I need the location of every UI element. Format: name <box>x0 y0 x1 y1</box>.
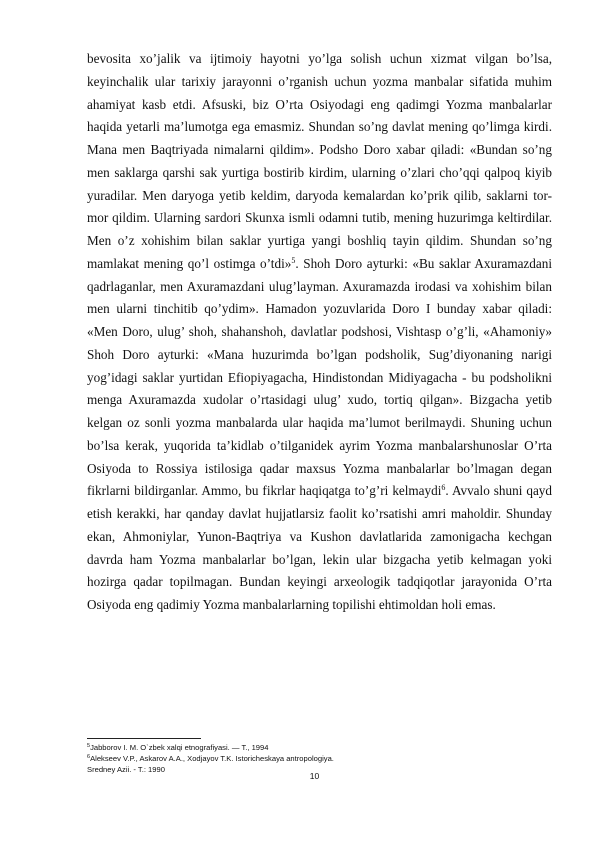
footnote-text: Sredney Azii. - T.: 1990 <box>87 765 165 775</box>
footnote-text: Jabborov I. M. O`zbek xalqi etnografiyasi. — T., 1994 <box>90 743 269 752</box>
footnote-text: Alekseev V.P., Askarov A.A., Xodjayov T.K. Istoricheskaya antropologiya. <box>90 754 334 764</box>
body-paragraph <box>87 48 552 617</box>
footnote-ref-6[interactable]: 6 <box>441 483 446 493</box>
footnote-6 <box>87 753 557 764</box>
page-number: 10 <box>309 771 320 781</box>
main-text <box>87 48 552 617</box>
footnote-number: 6 <box>87 754 91 761</box>
footnote-number: 5 <box>87 743 91 749</box>
footnote-5 <box>87 742 557 753</box>
paragraph-part-1: bevosita xo’jalik va ijtimoiy hayotni yo’lga solish uchun xizmat vilgan bo’lsa, keyinchalik ular tarixiy jarayonni o’rganish uchun yozma manbalar sifatida muhim ahamiyat kasb etdi. Afsuski, biz O’rta Osiyodagi eng qadimgi Yozma manbalarlar haqida yetarli ma’lumotga ega emasmiz. Shundan so’ng davlat mening qo’limga kirdi. Mana men Baqtriyada nimalarni qildim». Podsho Doro xabar qiladi: «Bundan so’ng men saklarga qarshi sak yurtiga bostirib kirdim, ularning o’zlari cho’qqi qalpoq kiyib yuradilar. Men daryoga yetib keldim, daryoda kemalardan ko’prik qilib, saklarni tor-mor qildim. Ularning sardori Skunxa ismli odamni tutib, mening huzurimga keltirdilar. Men o’z xohishim bilan saklar yurtiga yangi boshliq tayin qildim. Shundan so’ng mamlakat mening qo’l ostimga o’tdi» <box>87 51 552 271</box>
footnote-ref-5[interactable]: 5 <box>291 255 296 265</box>
paragraph-part-2: . Shoh Doro ayturki: «Bu saklar Axuramazdani qadrlaganlar, men Axuramazdani ulug’layman. Axuramazda irodasi va xohishim bilan men ularni tinchitib qo’ydim». Hamadon yozuvlarida Doro I bunday xabar qiladi: «Men Doro, ulug’ shoh, shahanshoh, davlatlar podshosi, Vishtasp o’g’li, «Ahamoniy» Shoh Doro ayturki: «Mana huzurimda bo’lgan podsholik, Sug’diyonaning narigi yog’idagi saklar yurtidan Efiopiyagacha, Hindistondan Midiyagacha - bu podsholikni menga Axuramazda xudolar o’rtasidagi ulug’ xudo, tortiq qilgan». Bizgacha yetib kelgan oz sonli yozma manbalarda ular haqida ma’lumot berilmaydi. Shuning uchun bo’lsa kerak, yuqorida ta’kidlab o’tilganidek ayrim Yozma manbalarshunoslar O’rta Osiyoda to Rossiya istilosiga qadar maxsus Yozma manbalarlar bo’lmagan degan fikrlarni bildirganlar. Ammo, bu fikrlar haqiqatga to’g’ri kelmaydi <box>87 255 552 499</box>
paragraph-part-3: . Avvalo shuni qayd etish kerakki, har qanday davlat hujjatlarsiz faolit ko’rsatishi amri maholdir. Shunday ekan, Ahmoniylar, Yunon-Baqtriya va Kushon davlatlarida zamonigacha kechgan davrda ham Yozma manbalarlar bo’lgan, lekin ular bizgacha yetib kelmagan yoki hozirga qadar topilmagan. Bundan keyingi arxeologik tadqiqotlar jarayonida O’rta Osiyoda eng qadimiy Yozma manbalarlarning topilishi ehtimoldan holi emas. <box>87 483 552 612</box>
footnote-separator <box>87 738 201 739</box>
